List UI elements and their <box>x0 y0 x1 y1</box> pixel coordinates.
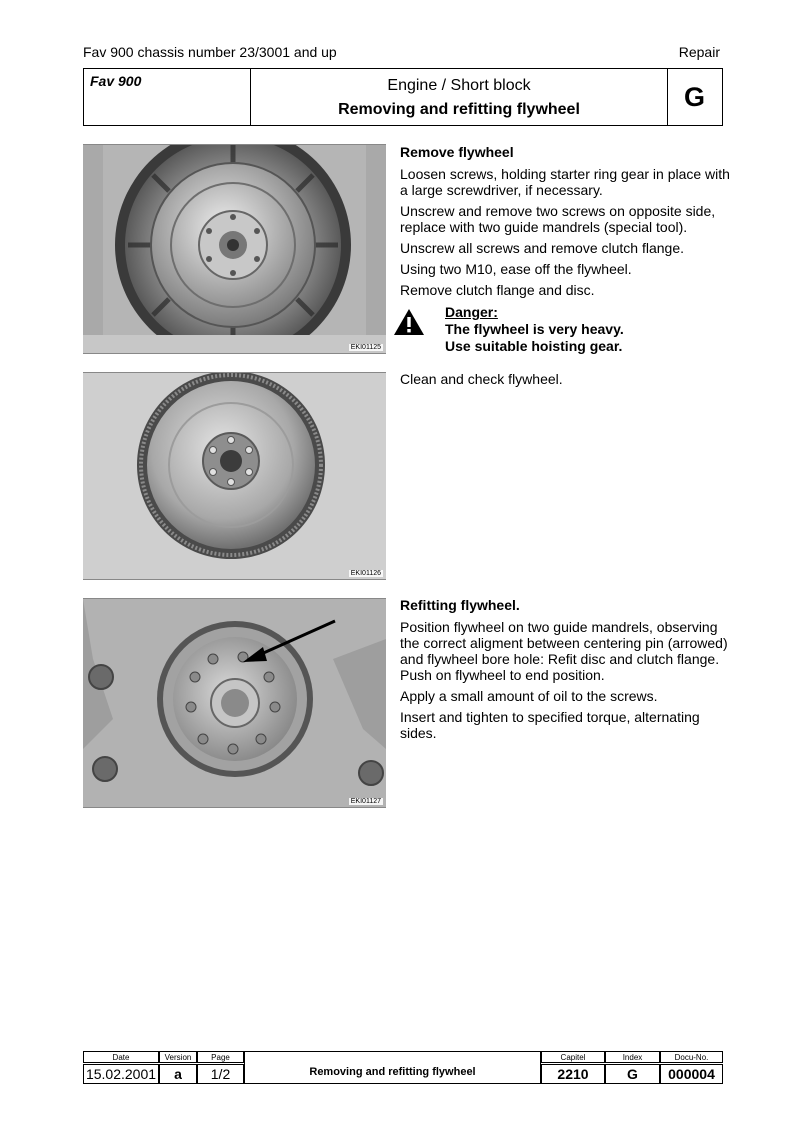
photo-flywheel-removed <box>83 372 386 580</box>
section-heading: Refitting flywheel. <box>400 597 520 613</box>
footer-title: Removing and refitting flywheel <box>244 1051 541 1084</box>
document-footer <box>83 1051 723 1085</box>
instruction-paragraph: Insert and tighten to specified torque, alternating sides. <box>400 709 700 741</box>
title-center <box>251 69 668 125</box>
footer-capitel: 2210 <box>541 1064 605 1084</box>
danger-line: Use suitable hoisting gear. <box>445 338 623 354</box>
footer-date-label: Date <box>83 1051 159 1063</box>
footer-index: G <box>605 1064 660 1084</box>
footer-page: 1/2 <box>197 1064 244 1084</box>
footer-page-label: Page <box>197 1051 244 1063</box>
refitting-flywheel-image <box>83 599 386 808</box>
photo-refitting-flywheel <box>83 598 386 808</box>
chapter-letter: G <box>683 82 705 112</box>
refitting-flywheel-section <box>400 597 730 746</box>
photo-reference-code: EKI01125 <box>350 344 381 351</box>
photo-reference-code: EKI01127 <box>350 798 381 805</box>
footer-version-label: Version <box>159 1051 197 1063</box>
danger-label: Danger: <box>445 304 498 320</box>
flywheel-removed-image <box>83 373 386 580</box>
photo-flywheel-mounted <box>83 144 386 354</box>
document-header-left: Fav 900 chassis number 23/3001 and up <box>83 44 337 60</box>
danger-line: The flywheel is very heavy. <box>445 321 624 337</box>
remove-flywheel-section <box>400 144 730 303</box>
instruction-paragraph: Remove clutch flange and disc. <box>400 282 595 298</box>
footer-date: 15.02.2001 <box>83 1064 159 1084</box>
check-flywheel-section <box>400 371 730 392</box>
footer-capitel-label: Capitel <box>541 1051 605 1063</box>
footer-docu-number: 000004 <box>660 1064 723 1084</box>
instruction-paragraph: Unscrew all screws and remove clutch flange. <box>400 240 685 256</box>
instruction-paragraph: Apply a small amount of oil to the screws. <box>400 688 658 704</box>
flywheel-mounted-image <box>83 145 386 354</box>
instruction-paragraph: Loosen screws, holding starter ring gear in place with a large screwdriver, if necessary. <box>400 166 730 198</box>
footer-docu-label: Docu-No. <box>660 1051 723 1063</box>
warning-triangle-icon <box>393 308 425 336</box>
danger-text <box>445 304 624 355</box>
page-title: Removing and refitting flywheel <box>338 101 580 118</box>
instruction-paragraph: Clean and check flywheel. <box>400 371 563 387</box>
instruction-paragraph: Using two M10, ease off the flywheel. <box>400 261 632 277</box>
footer-version: a <box>159 1064 197 1084</box>
photo-reference-code: EKI01126 <box>350 570 381 577</box>
instruction-paragraph: Position flywheel on two guide mandrels, observing the correct aligment between centering pin (arrowed) and flywheel bore hole: Refit disc and clutch flange. Push on flywheel to end position. <box>400 619 728 683</box>
instruction-paragraph: Unscrew and remove two screws on opposite side, replace with two guide mandrels (special tool). <box>400 203 716 235</box>
model-name: Fav 900 <box>84 69 251 125</box>
section-heading: Remove flywheel <box>400 144 514 160</box>
title-block <box>83 68 723 126</box>
footer-index-label: Index <box>605 1051 660 1063</box>
section-name: Engine / Short block <box>387 77 531 94</box>
document-header-right: Repair <box>678 44 720 60</box>
